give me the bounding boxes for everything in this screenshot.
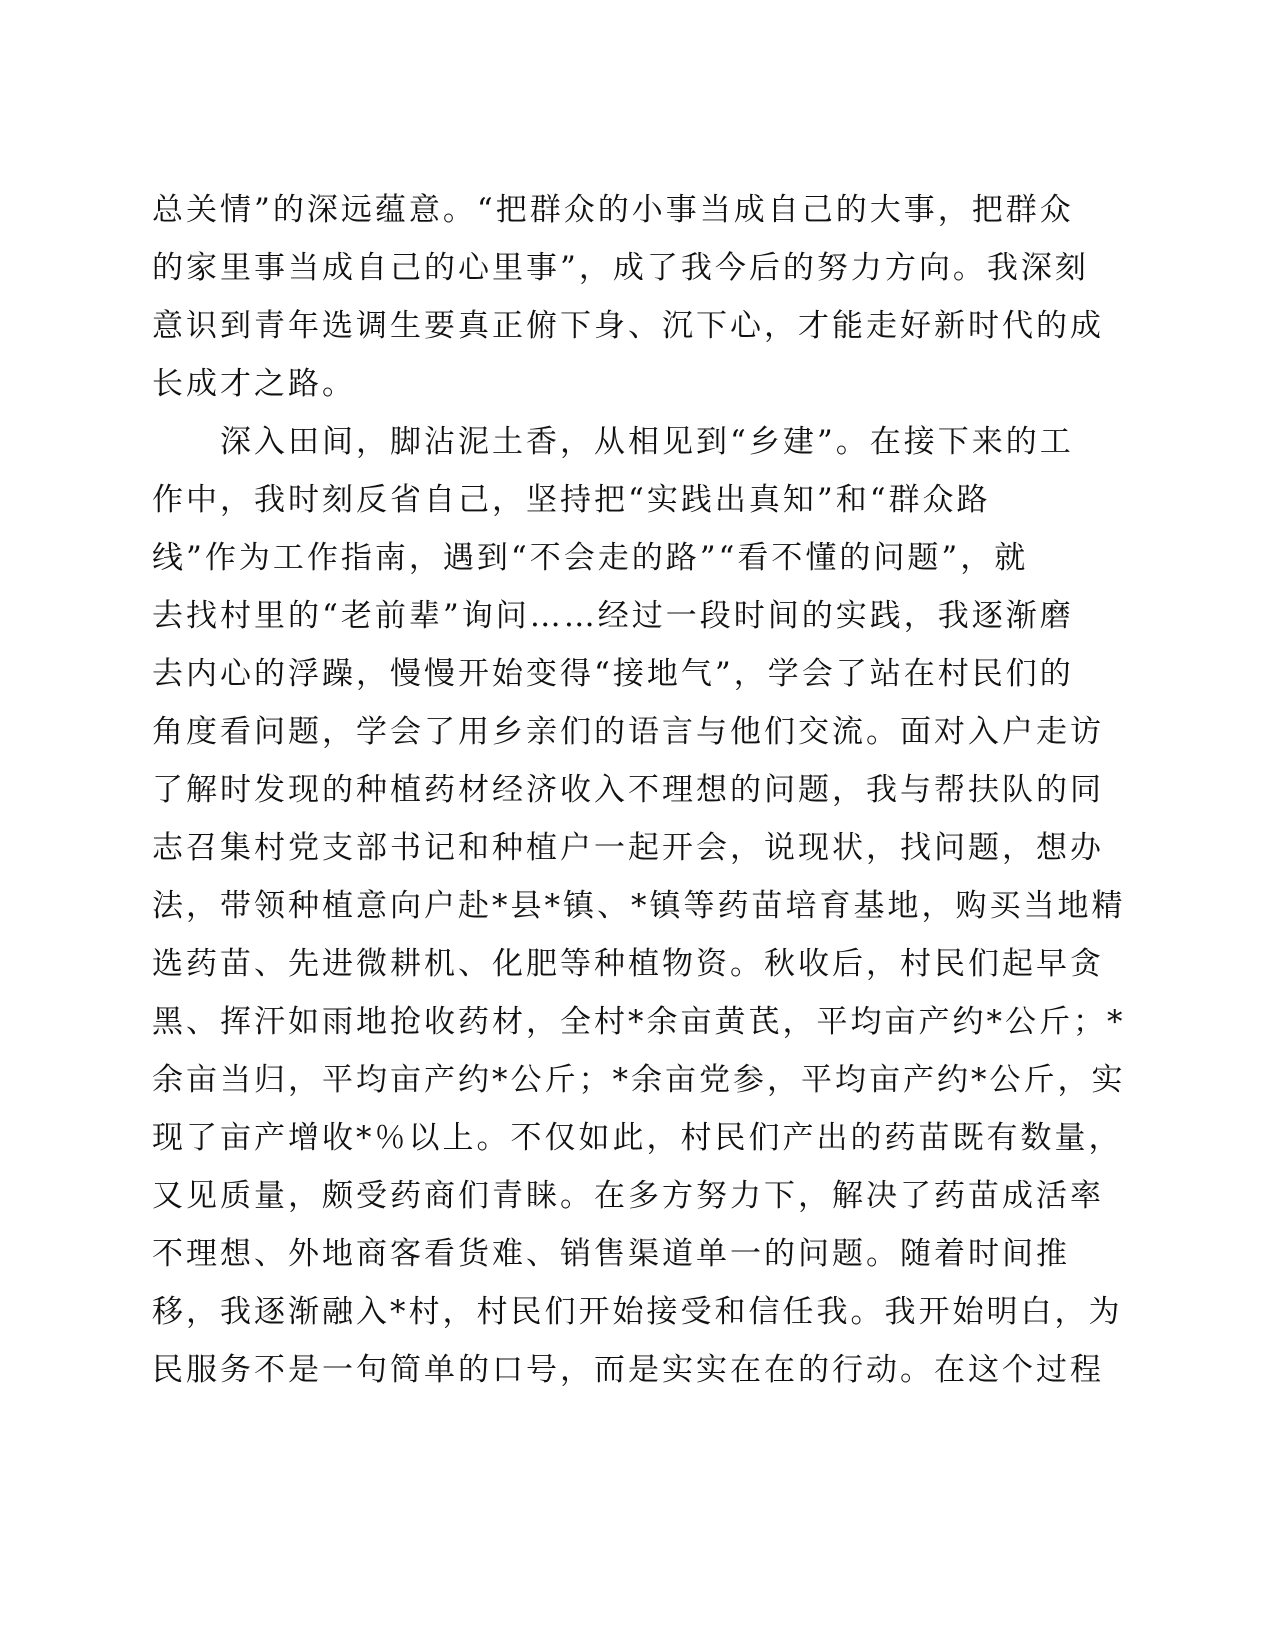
body-text	[152, 181, 1126, 1399]
text-line: 总关情”的深远蕴意。“把群众的小事当成自己的大事，把群众	[152, 192, 1074, 228]
text-line: 作中，我时刻反省自己，坚持把“实践出真知”和“群众路	[152, 482, 991, 518]
text-line: 意识到青年选调生要真正俯下身、沉下心，才能走好新时代的成	[152, 308, 1104, 344]
text-line: 移，我逐渐融入*村，村民们开始接受和信任我。我开始明白，为	[152, 1294, 1123, 1330]
text-line: 民服务不是一句简单的口号，而是实实在在的行动。在这个过程	[152, 1352, 1104, 1388]
text-line: 志召集村党支部书记和种植户一起开会，说现状，找问题，想办	[152, 830, 1104, 866]
text-line: 不理想、外地商客看货难、销售渠道单一的问题。随着时间推	[152, 1236, 1070, 1272]
text-line: 线”作为工作指南，遇到“不会走的路”“看不懂的问题”，就	[152, 540, 1029, 576]
text-line: 现了亩产增收*％以上。不仅如此，村民们产出的药苗既有数量，	[152, 1120, 1123, 1156]
text-line: 去找村里的“老前辈”询问……经过一段时间的实践，我逐渐磨	[152, 598, 1074, 634]
text-line: 法，带领种植意向户赴*县*镇、*镇等药苗培育基地，购买当地精	[152, 888, 1126, 924]
text-line: 长成才之路。	[152, 366, 356, 402]
text-line: 去内心的浮躁，慢慢开始变得“接地气”，学会了站在村民们的	[152, 656, 1074, 692]
text-line: 选药苗、先进微耕机、化肥等种植物资。秋收后，村民们起早贪	[152, 946, 1104, 982]
text-line: 又见质量，颇受药商们青睐。在多方努力下，解决了药苗成活率	[152, 1178, 1104, 1214]
text-line: 了解时发现的种植药材经济收入不理想的问题，我与帮扶队的同	[152, 772, 1104, 808]
text-line: 角度看问题，学会了用乡亲们的语言与他们交流。面对入户走访	[152, 714, 1104, 750]
text-line: 余亩当归，平均亩产约*公斤；*余亩党参，平均亩产约*公斤，实	[152, 1062, 1126, 1098]
text-line: 黑、挥汗如雨地抢收药材，全村*余亩黄芪，平均亩产约*公斤；*	[152, 1004, 1126, 1040]
text-line: 的家里事当成自己的心里事”，成了我今后的努力方向。我深刻	[152, 250, 1089, 286]
text-line: 深入田间，脚沾泥土香，从相见到“乡建”。在接下来的工	[152, 424, 1074, 460]
